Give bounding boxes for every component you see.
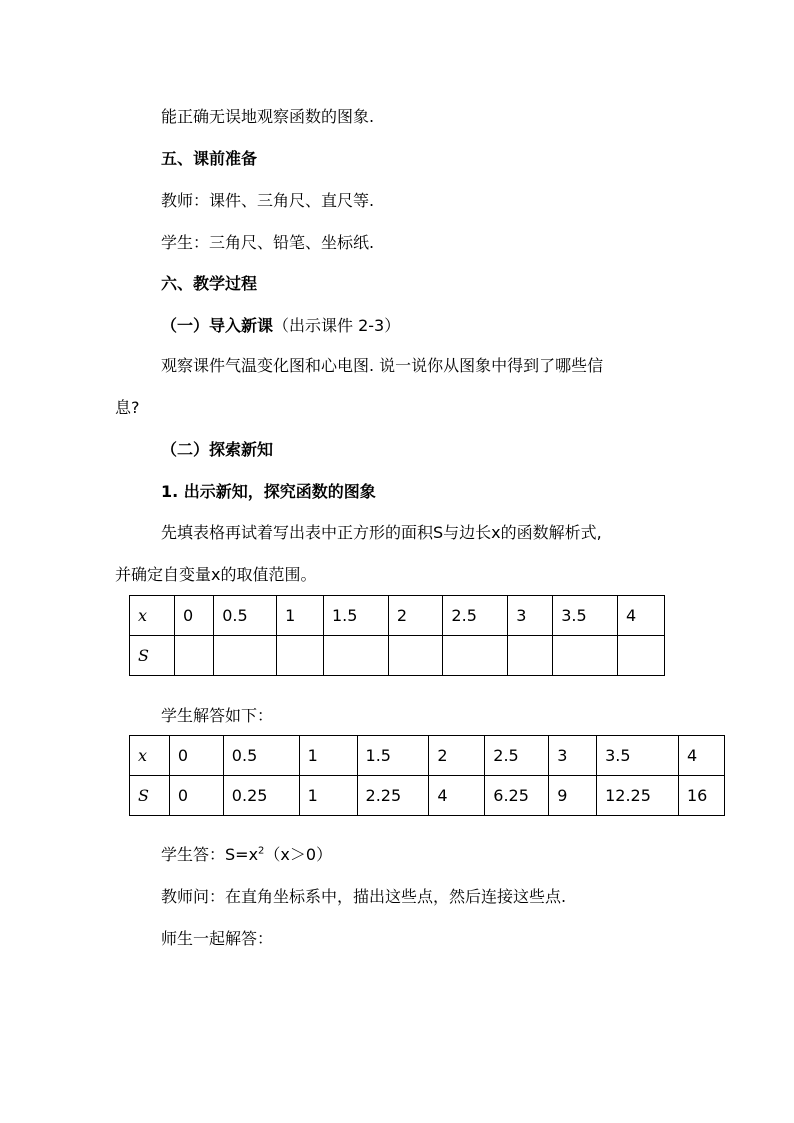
table-cell <box>214 636 277 676</box>
table-cell <box>175 636 214 676</box>
text-line-answer-intro: 学生解答如下： <box>161 706 274 725</box>
table-cell: 0.5 <box>223 736 299 776</box>
table-cell: 16 <box>678 776 724 816</box>
table-cell: 2.25 <box>357 776 429 816</box>
table-cell: 2 <box>388 596 443 636</box>
table-cell: 1 <box>299 736 357 776</box>
row-label-s: S <box>130 636 175 676</box>
row-label-x: x <box>130 596 175 636</box>
table-cell: 0 <box>169 776 223 816</box>
section-heading-prep: 五、课前准备 <box>161 149 258 168</box>
table-cell: 0.25 <box>223 776 299 816</box>
table-row <box>130 596 665 636</box>
row-label-x: x <box>130 736 170 776</box>
subsection-title: （一）导入新课 <box>161 316 274 335</box>
blank-value-table <box>129 595 665 676</box>
formula-suffix: （x＞0） <box>264 845 333 864</box>
table-cell <box>618 636 665 676</box>
text-line-observe-cont: 息? <box>115 398 140 417</box>
text-line-observe: 观察课件气温变化图和心电图. 说一说你从图象中得到了哪些信 <box>161 356 604 375</box>
subsection-note: （出示课件 2-3） <box>273 316 401 335</box>
table-row <box>130 776 725 816</box>
text-line-together: 师生一起解答： <box>161 929 274 948</box>
table-cell <box>388 636 443 676</box>
table-cell <box>324 636 389 676</box>
text-line: 能正确无误地观察函数的图象. <box>161 107 375 126</box>
table-cell: 12.25 <box>597 776 679 816</box>
table-cell <box>553 636 618 676</box>
subsection-heading-explore: （二）探索新知 <box>161 440 274 459</box>
text-line-student-formula <box>161 845 332 865</box>
table-cell: 3.5 <box>597 736 679 776</box>
section-heading-process: 六、教学过程 <box>161 274 258 293</box>
table-cell: 2.5 <box>485 736 549 776</box>
table-cell: 0 <box>175 596 214 636</box>
table-cell: 3 <box>508 596 553 636</box>
table-cell: 2 <box>429 736 485 776</box>
formula-prefix: 学生答：S=x <box>161 845 259 864</box>
subsection-heading-graph: 1. 出示新知，探究函数的图象 <box>161 482 376 501</box>
table-cell: 1 <box>299 776 357 816</box>
formula-exponent: 2 <box>258 845 265 857</box>
row-label-s: S <box>130 776 170 816</box>
table-cell: 1.5 <box>324 596 389 636</box>
subsection-heading-intro <box>161 316 400 336</box>
table-cell: 0 <box>169 736 223 776</box>
table-cell: 1.5 <box>357 736 429 776</box>
filled-value-table <box>129 735 725 816</box>
table-cell <box>277 636 324 676</box>
table-cell: 4 <box>618 596 665 636</box>
table-cell: 2.5 <box>443 596 508 636</box>
text-line-task: 先填表格再试着写出表中正方形的面积S与边长x的函数解析式, <box>161 523 602 542</box>
table-cell <box>443 636 508 676</box>
text-line-teacher-ask: 教师问：在直角坐标系中，描出这些点，然后连接这些点. <box>161 887 567 906</box>
text-line-teacher-prep: 教师：课件、三角尺、直尺等. <box>161 191 375 210</box>
table-cell: 4 <box>678 736 724 776</box>
table-cell: 4 <box>429 776 485 816</box>
table-cell <box>508 636 553 676</box>
table-cell: 1 <box>277 596 324 636</box>
table-cell: 3 <box>549 736 597 776</box>
table-cell: 9 <box>549 776 597 816</box>
text-line-student-prep: 学生：三角尺、铅笔、坐标纸. <box>161 233 375 252</box>
table-cell: 6.25 <box>485 776 549 816</box>
text-line-task-cont: 并确定自变量x的取值范围。 <box>115 565 317 584</box>
table-cell: 3.5 <box>553 596 618 636</box>
table-row <box>130 736 725 776</box>
table-cell: 0.5 <box>214 596 277 636</box>
table-row <box>130 636 665 676</box>
